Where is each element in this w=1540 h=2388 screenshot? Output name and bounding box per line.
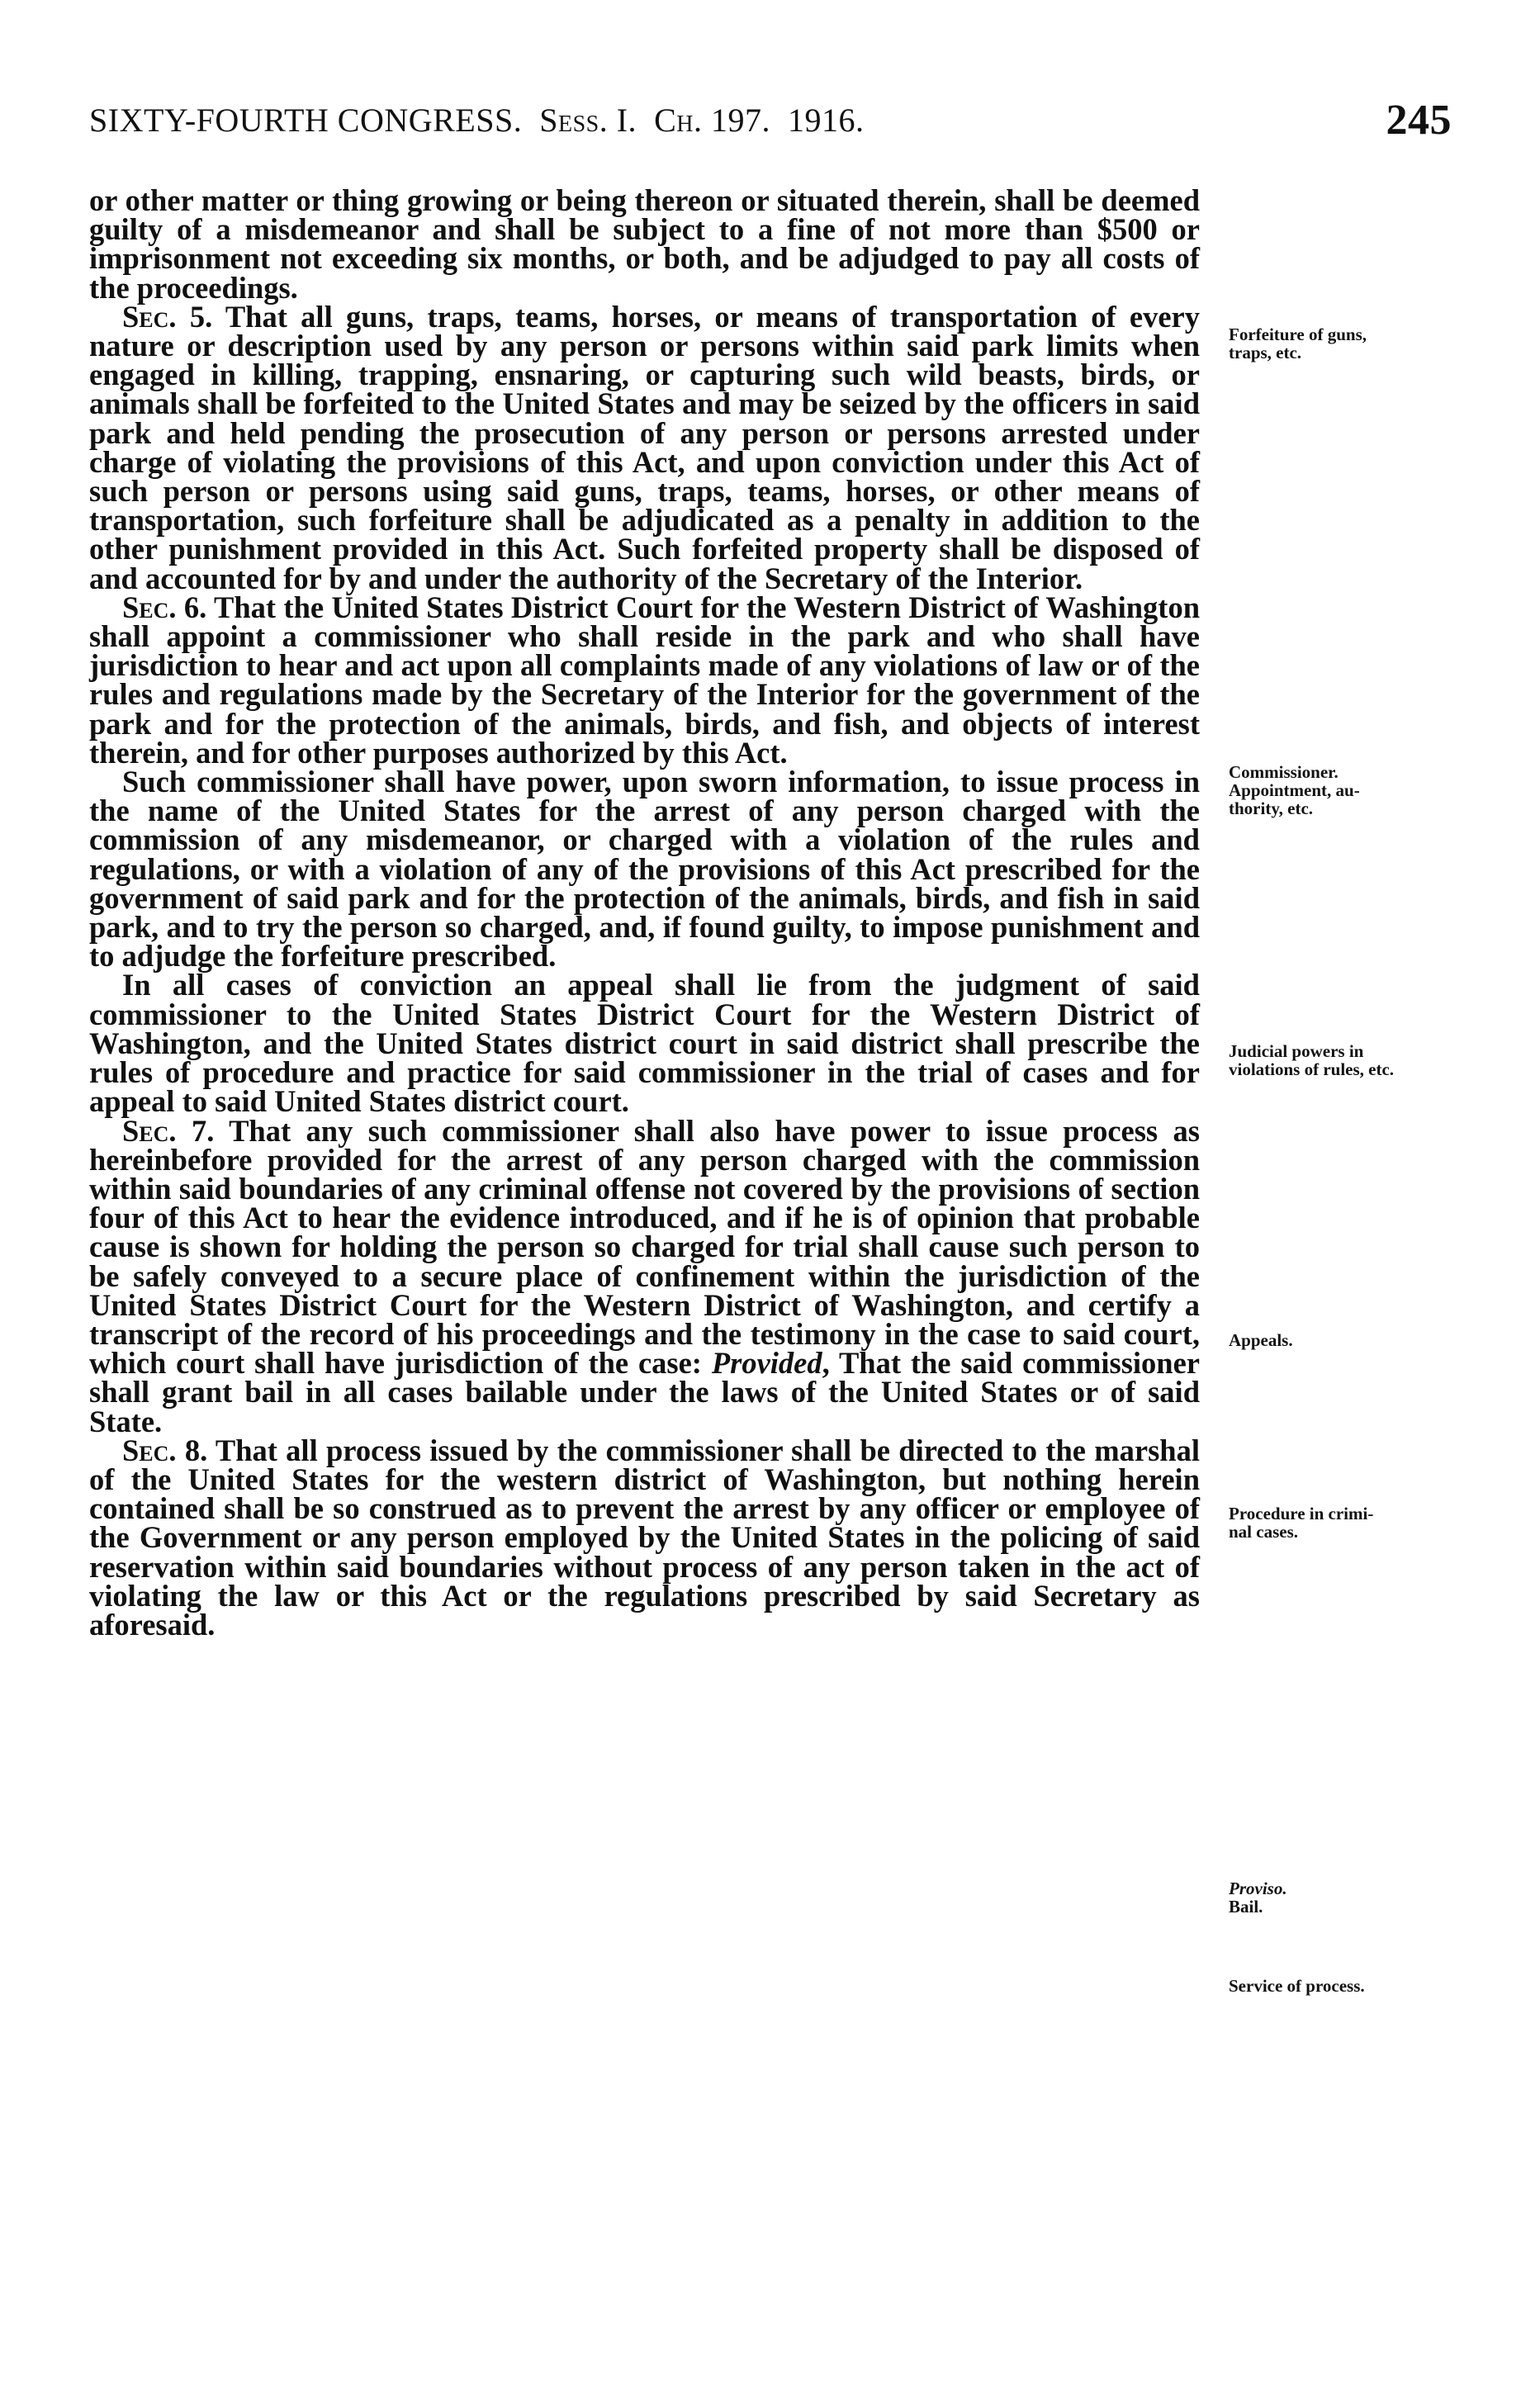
margin-note-appeals: Appeals. [1229, 1330, 1293, 1350]
margin-note-commissioner: Commissioner. Appointment, au- thority, etc. [1229, 762, 1360, 818]
margin-note-forfeiture: Forfeiture of guns, traps, etc. [1229, 325, 1367, 362]
margin-note-service-of-process: Service of process. [1229, 1976, 1365, 1996]
running-head [89, 97, 1452, 159]
main-text-column [89, 183, 1201, 1642]
margin-note-procedure: Procedure in crimi- nal cases. [1229, 1504, 1374, 1542]
page-number: 245 [1386, 97, 1452, 144]
margin-note-judicial-powers: Judicial powers in violations of rules, etc. [1229, 1041, 1395, 1079]
margin-note-proviso: Proviso. Bail. [1229, 1879, 1287, 1917]
section-7: Sec. 7. That any such commissioner shall also have power to issue process as hereinbefore provided for the arrest of any person charged with the commission within said boundaries of any criminal offense not covered by the provisions of section four of this Act to hear the evidence introduced, and if he is of opinion that probable cause is shown for holding the person so charged for trial shall cause such person to be safely conveyed to a secure place of confinement within the jurisdiction of the United States District Court for the Western District of Washington, and certify a transcript of the record of his proceedings and the testimony in the case to said court, which court shall have jurisdiction of the case: Provided, That the said commissioner shall grant bail in all cases bailable under the laws of the United States or of said State. [89, 1113, 1201, 1438]
paragraph-continuation: or other matter or thing growing or being thereon or situated therein, shall be deemed guilty of a misdemeanor and shall be subject to a fine of not more than $500 or imprisonment not exceeding six months, or both, and be adjudged to pay all costs of the proceedings. [89, 183, 1200, 305]
running-head-title: SIXTY-FOURTH CONGRESS. Sess. I. Ch. 197. 1916. [89, 102, 865, 139]
paragraph-appeals: In all cases of conviction an appeal shall lie from the judgment of said commissioner to the United States District Court for the Western District of Washington, and the United States district court in said district shall prescribe the rules of procedure and practice for said commissioner in the trial of cases and for appeal to said United States district court. [89, 968, 1200, 1119]
section-5: Sec. 5. That all guns, traps, teams, horses, or means of transportation of every nature or description used by any person or persons within said park limits when engaged in killing, trapping, ensnaring, or capturing such wild beasts, birds, or animals shall be forfeited to the United States and may be seized by the officers in said park and held pending the prosecution of any person or persons arrested under charge of violating the provisions of this Act, and upon conviction under this Act of such person or persons using said guns, traps, teams, horses, or other means of transportation, such forfeiture shall be adjudicated as a penalty in addition to the other punishment provided in this Act. Such forfeited property shall be disposed of and accounted for by and under the authority of the Secretary of the Interior. [89, 299, 1200, 595]
paragraph-commissioner-power: Such commissioner shall have power, upon sworn information, to issue process in the name of the United States for the arrest of any person charged with the commission of any misdemeanor, or charged with a violation of the rules and regulations, or with a violation of any of the provisions of this Act prescribed for the government of said park and for the protection of the animals, birds, and fish in said park, and to try the person so charged, and, if found guilty, to impose punishment and to adjudge the forfeiture prescribed. [89, 765, 1200, 974]
section-6: Sec. 6. That the United States District Court for the Western District of Washington shall appoint a commissioner who shall reside in the park and who shall have jurisdiction to hear and act upon all complaints made of any violations of law or of the rules and regulations made by the Secretary of the Interior for the government of the park and for the protection of the animals, birds, and fish, and objects of interest therein, and for other purposes authorized by this Act. [89, 590, 1200, 770]
section-8: Sec. 8. That all process issued by the commissioner shall be directed to the marshal of the United States for the western district of Washington, but nothing herein contained shall be so construed as to prevent the arrest by any officer or employee of the Government or any person employed by the United States in the policing of said reservation within said boundaries without process of any person taken in the act of violating the law or this Act or the regulations prescribed by said Secretary as aforesaid. [89, 1433, 1200, 1642]
